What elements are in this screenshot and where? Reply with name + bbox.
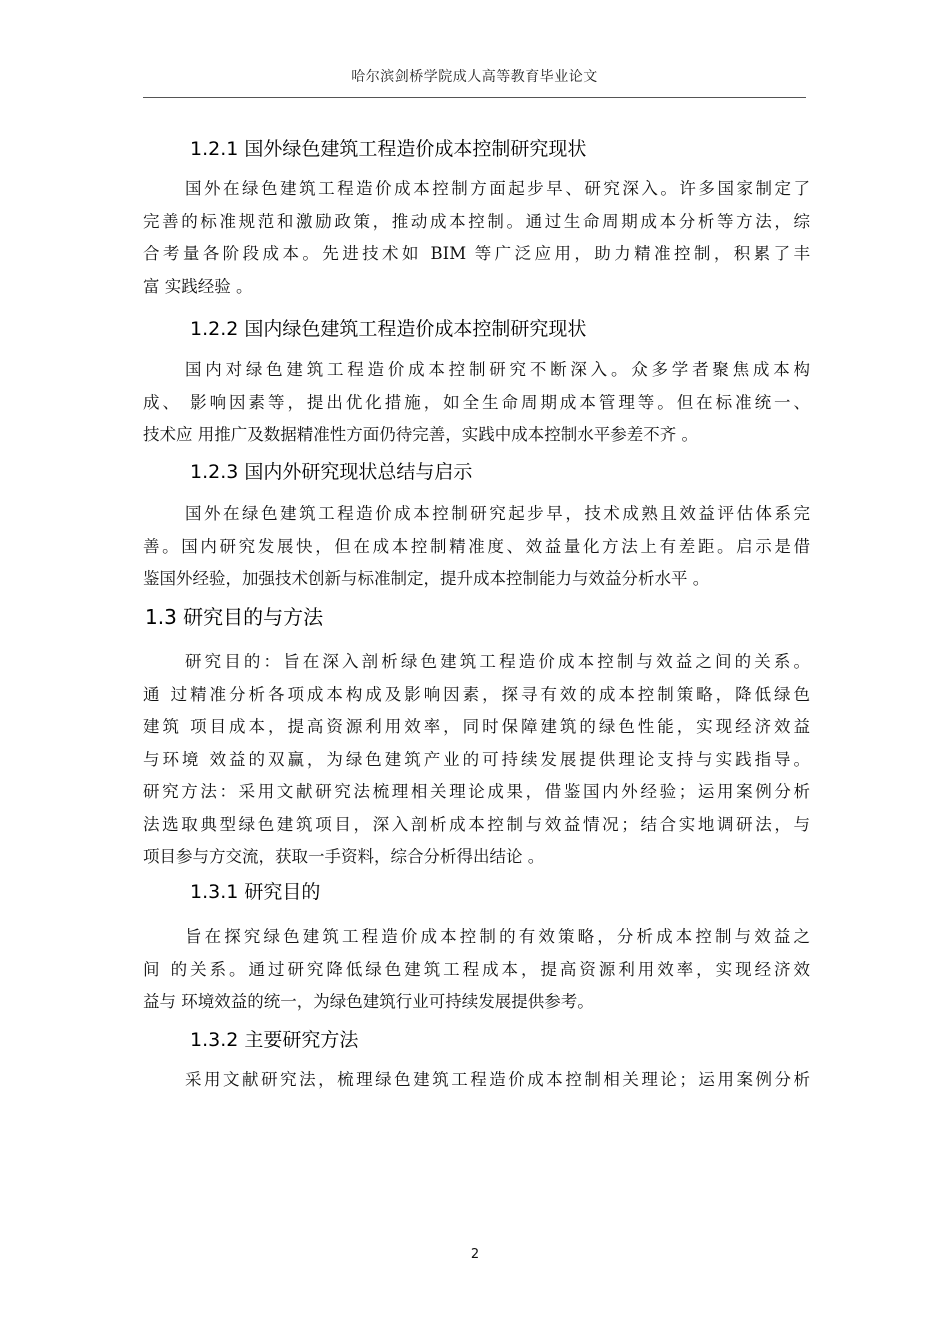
text-line: 研究方法：采用文献研究法梳理相关理论成果，借鉴国内外经验；运用案例分析 (143, 782, 810, 801)
heading-1-2-3: 1.2.3 国内外研究现状总结与启示 (190, 461, 473, 483)
heading-1-3-1: 1.3.1 研究目的 (190, 881, 321, 903)
text-line: 项目参与方交流，获取一手资料，综合分析得出结论 。 (143, 847, 545, 866)
text-line: 国内对绿色建筑工程造价成本控制研究不断深入。众多学者聚焦成本构 (185, 360, 810, 379)
running-header: 哈尔滨剑桥学院成人高等教育毕业论文 (351, 69, 598, 85)
text-line: 法选取典型绿色建筑项目，深入剖析成本控制与效益情况；结合实地调研法，与 (143, 814, 810, 834)
text-line: 国外在绿色建筑工程造价成本控制研究起步早，技术成熟且效益评估体系完 (185, 504, 810, 523)
text-line: 通 过精准分析各项成本构成及影响因素，探寻有效的成本控制策略，降低绿色 (143, 684, 810, 704)
paragraph-1-2-2 (143, 354, 810, 452)
text-line: 旨在探究绿色建筑工程造价成本控制的有效策略，分析成本控制与效益之 (185, 927, 810, 946)
paragraph-1-3-1 (143, 921, 810, 1019)
page-number: 2 (470, 1247, 480, 1262)
text-line: 富 实践经验 。 (143, 276, 253, 296)
text-line: 鉴国外经验，加强技术创新与标准制定，提升成本控制能力与效益分析水平 。 (143, 569, 710, 588)
text-line: 技术应 用推广及数据精准性方面仍待完善，实践中成本控制水平参差不齐 。 (143, 425, 698, 444)
text-line: 国外在绿色建筑工程造价成本控制方面起步早、研究深入。许多国家制定了 (185, 179, 810, 198)
text-line: 研究目的：旨在深入剖析绿色建筑工程造价成本控制与效益之间的关系。 (185, 652, 810, 671)
paragraph-1-2-3 (143, 498, 810, 596)
heading-1-3: 1.3 研究目的与方法 (145, 605, 324, 629)
heading-1-2-1: 1.2.1 国外绿色建筑工程造价成本控制研究现状 (190, 138, 587, 160)
paragraph-1-2-1 (143, 173, 810, 303)
heading-1-2-2: 1.2.2 国内绿色建筑工程造价成本控制研究现状 (190, 318, 587, 340)
text-line: 采用文献研究法，梳理绿色建筑工程造价成本控制相关理论；运用案例分析 (185, 1070, 810, 1089)
text-line: 间 的关系。通过研究降低绿色建筑工程成本，提高资源利用效率，实现经济效 (143, 959, 810, 979)
heading-1-3-2: 1.3.2 主要研究方法 (190, 1029, 359, 1051)
text-line: 完善的标准规范和激励政策，推动成本控制。通过生命周期成本分析等方法，综 (143, 211, 810, 231)
paragraph-1-3 (143, 646, 810, 874)
paragraph-1-3-2 (143, 1064, 810, 1097)
text-line: 成、 影响因素等，提出优化措施，如全生命周期成本管理等。但在标准统一、 (143, 392, 810, 412)
text-line: 益与 环境效益的统一，为绿色建筑行业可持续发展提供参考。 (143, 992, 594, 1011)
header-divider (143, 97, 806, 98)
text-line: 与环境 效益的双赢，为绿色建筑产业的可持续发展提供理论支持与实践指导。 (143, 749, 810, 769)
text-line: 建筑 项目成本，提高资源利用效率，同时保障建筑的绿色性能，实现经济效益 (143, 717, 810, 736)
text-line: 善。国内研究发展快，但在成本控制精准度、效益量化方法上有差距。启示是借 (143, 536, 810, 556)
text-line: 合考量各阶段成本。先进技术如 BIM 等广泛应用，助力精准控制，积累了丰 (143, 244, 810, 263)
